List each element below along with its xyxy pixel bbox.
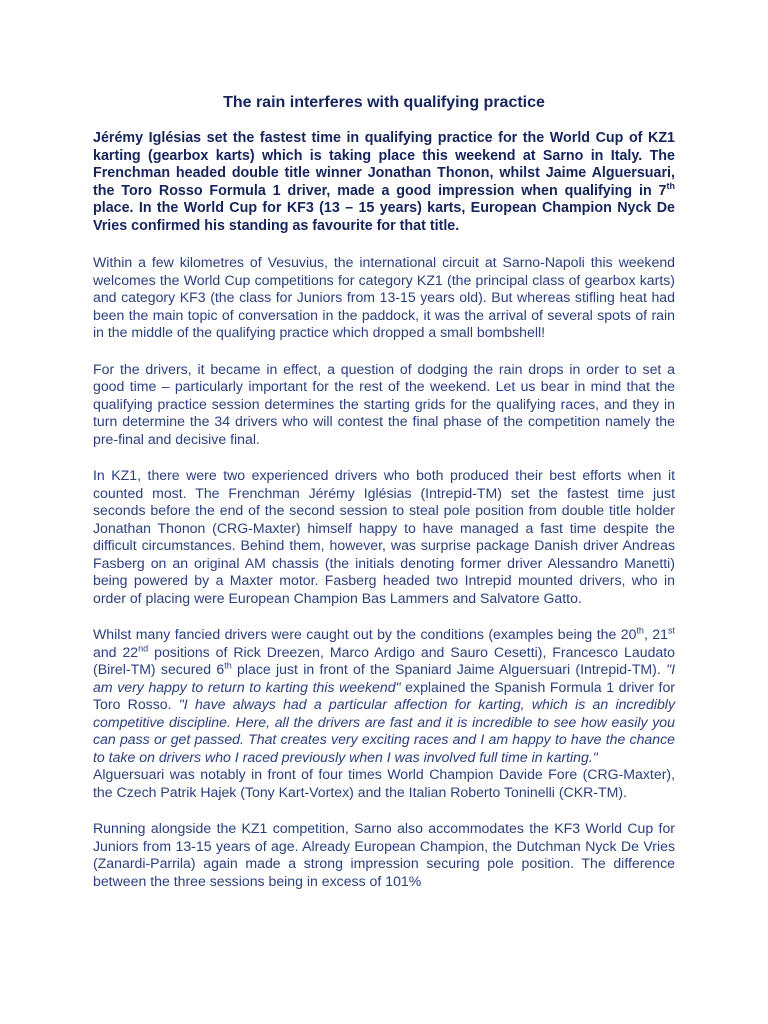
paragraph-kf3: Running alongside the KZ1 competition, Sarno also accommodates the KF3 World Cup for Juniors from 13-15 years of age. Already European Champion, the Dutchman Nyck De Vries (Zanardi-Parrila) again made a strong impression securing pole position. The difference between the three sessions being in excess of 101% [93, 820, 675, 889]
p4-ordinal-1: th [636, 625, 644, 636]
lead-text-2: place. In the World Cup for KF3 (13 – 15 years) karts, European Champion Nyck De Vries confirmed his standing as favourite for that title. [93, 200, 675, 234]
p4-text-3: and 22 [93, 643, 139, 660]
paragraph-vesuvius: Within a few kilometres of Vesuvius, the international circuit at Sarno-Napoli this weekend welcomes the World Cup competitions for category KZ1 (the principal class of gearbox karts) and category KF3 (the class for Juniors from 13-15 years old). But whereas stifling heat had been the main topic of conversation in the paddock, it was the arrival of several spots of rain in the middle of the qualifying practice which dropped a small bombshell! [93, 254, 675, 340]
lead-paragraph [93, 130, 675, 235]
paragraph-fore: Alguersuari was notably in front of four times World Champion Davide Fore (CRG-Maxter), the Czech Patrik Hajek (Tony Kart-Vortex) and the Italian Roberto Toninelli (CKR-TM). [93, 766, 675, 800]
lead-text-1: Jérémy Iglésias set the fastest time in qualifying practice for the World Cup of KZ1 karting (gearbox karts) which is taking place this weekend at Sarno in Italy. The Frenchman headed double title winner Jonathan Thonon, whilst Jaime Alguersuari, the Toro Rosso Formula 1 driver, made a good impression when qualifying in 7 [93, 130, 675, 199]
p4-ordinal-2: st [667, 625, 675, 636]
document-title: The rain interferes with qualifying practice [223, 94, 545, 111]
p4-text-1: Whilst many fancied drivers were caught out by the conditions (examples being the 20 [93, 626, 637, 642]
paragraph-drivers: For the drivers, it became in effect, a question of dodging the rain drops in order to set a good time – particularly important for the rest of the weekend. Let us bear in mind that the qualifying practice session determines the starting grids for the qualifying races, and they in turn determine the 34 drivers who will contest the final phase of the competition namely the pre-final and decisive final. [93, 360, 675, 447]
quote-2: "I have always had a particular affection for karting, which is an incredibly competitive discipline. Here, all the drivers are fast and it is incredible to see how easily you can pass or get passed. That creates very exciting races and I am happy to have the chance to take on drivers who I raced previously when I was involved full time in karting." [93, 696, 675, 765]
document-page [93, 0, 675, 890]
p4-ordinal-4: th [224, 660, 232, 671]
paragraph-alguersuari [93, 626, 675, 766]
p4-text-2: , 21 [643, 626, 668, 642]
p4-text-4: positions of Rick Dreezen, Marco Ardigo and Sauro Cesetti), Francesco Laudato (Birel-TM) secured 6 [93, 643, 675, 677]
quote-1: "I am very happy to return to karting this weekend" [93, 661, 676, 695]
p4-text-5: place just in front of the Spaniard Jaime Alguersuari (Intrepid-TM). [231, 661, 667, 677]
p4-ordinal-3: nd [138, 642, 149, 653]
paragraph-kz1: In KZ1, there were two experienced drivers who both produced their best efforts when it counted most. The Frenchman Jérémy Iglésias (Intrepid-TM) set the fastest time just seconds before the end of the second session to steal pole position from double title holder Jonathan Thonon (CRG-Maxter) himself happy to have managed a fast time despite the difficult circumstances. Behind them, however, was surprise package Danish driver Andreas Fasberg on an original AM chassis (the initials denoting former driver Alessandro Manetti) being powered by a Maxter motor. Fasberg headed two Intrepid mounted drivers, who in order of placing were European Champion Bas Lammers and Salvatore Gatto. [93, 467, 675, 606]
p4-text-6: explained the Spanish Formula 1 driver for Toro Rosso. [93, 678, 675, 712]
lead-ordinal: th [666, 180, 675, 191]
